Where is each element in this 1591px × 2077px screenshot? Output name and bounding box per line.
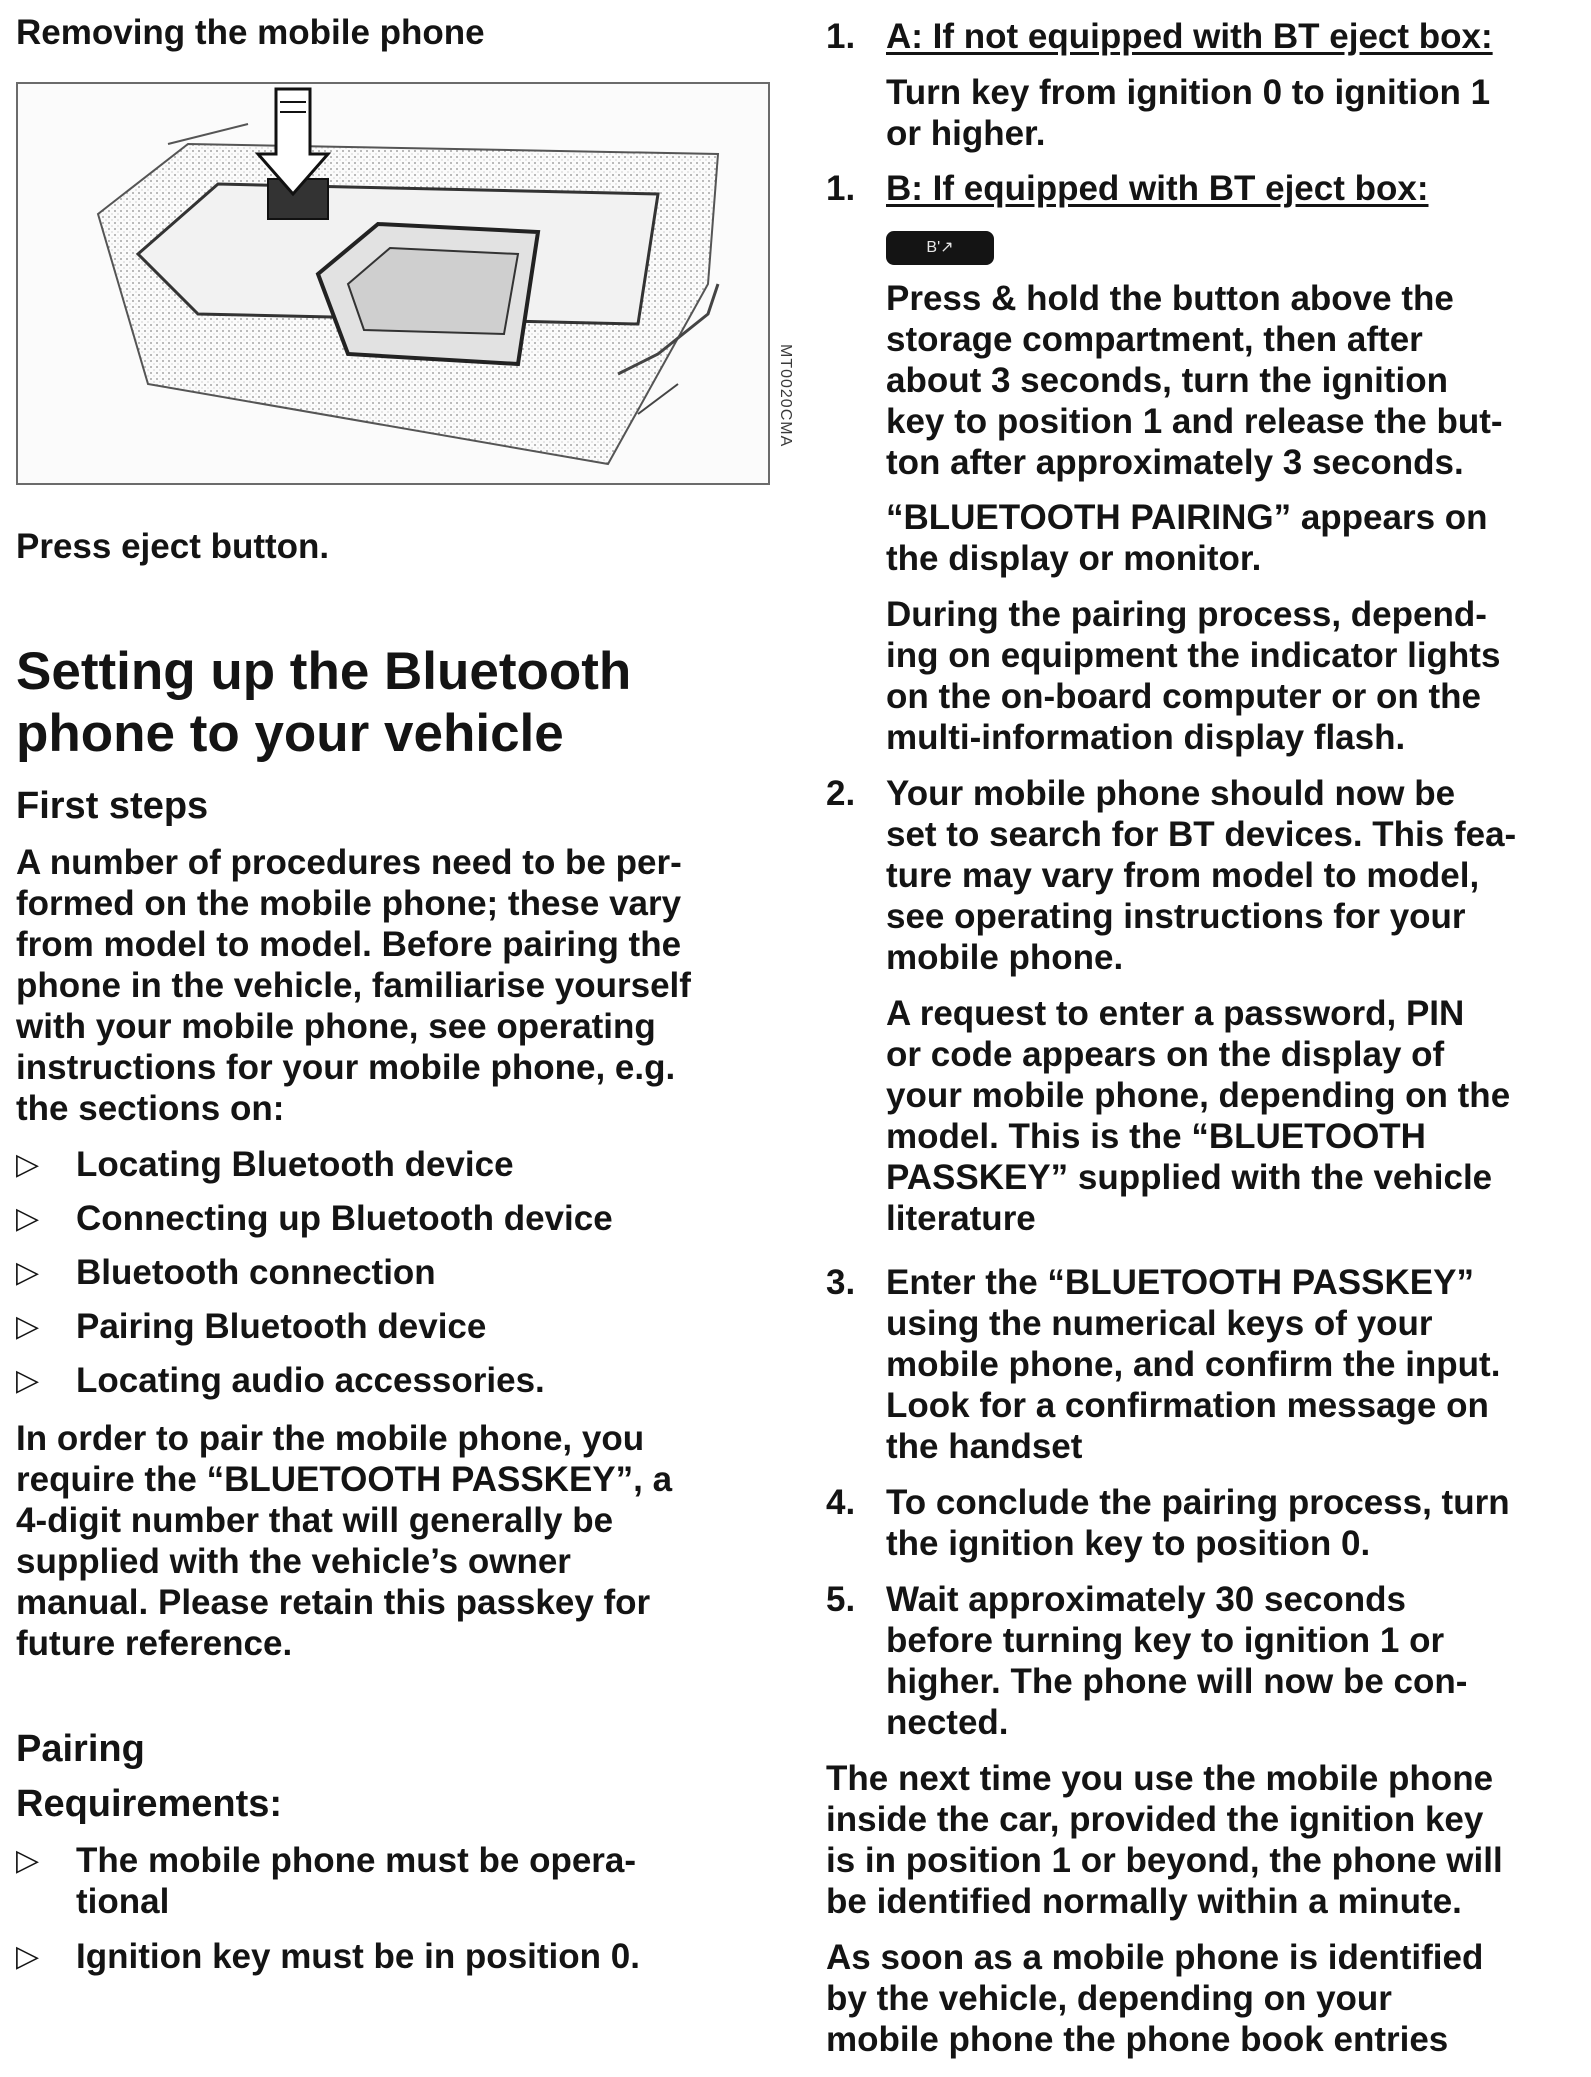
step1a-line: Turn key from ignition 0 to ignition 1 <box>886 73 1491 112</box>
eject-figure <box>16 82 770 485</box>
pairing-display-line: the display or monitor. <box>886 539 1262 578</box>
step-number: 1. <box>826 169 856 208</box>
step-number: 3. <box>826 1263 856 1302</box>
passkey-line: require the “BLUETOOTH PASSKEY”, a <box>16 1460 673 1499</box>
intro-line: the sections on: <box>16 1089 285 1128</box>
triangle-bullet-icon: ▷ <box>16 1364 40 1397</box>
step2-extra-line: literature <box>886 1199 1036 1238</box>
step2-line: see operating instructions for your <box>886 897 1466 936</box>
step5-line: before turning key to ignition 1 or <box>886 1621 1445 1660</box>
step2-extra-line: your mobile phone, depending on the <box>886 1076 1511 1115</box>
first-steps-title: First steps <box>16 785 209 827</box>
step4-line: the ignition key to position 0. <box>886 1524 1371 1563</box>
step5-line: Wait approximately 30 seconds <box>886 1580 1406 1619</box>
step3-line: using the numerical keys of your <box>886 1304 1433 1343</box>
triangle-bullet-icon: ▷ <box>16 1202 40 1235</box>
step1b-heading: B: If equipped with BT eject box: <box>886 169 1429 208</box>
passkey-line: manual. Please retain this passkey for <box>16 1583 651 1622</box>
next-time-line: be identified normally within a minute. <box>826 1882 1462 1921</box>
step2-line: mobile phone. <box>886 938 1124 977</box>
requirements-title: Requirements: <box>16 1783 283 1825</box>
step4-line: To conclude the pairing process, turn <box>886 1483 1510 1522</box>
passkey-line: supplied with the vehicle’s owner <box>16 1542 571 1581</box>
step3-line: mobile phone, and confirm the input. <box>886 1345 1501 1384</box>
as-soon-line: mobile phone the phone book entries <box>826 2020 1449 2059</box>
next-time-line: The next time you use the mobile phone <box>826 1759 1494 1798</box>
step-number: 5. <box>826 1580 856 1619</box>
step3-line: Enter the “BLUETOOTH PASSKEY” <box>886 1263 1474 1302</box>
passkey-line: future reference. <box>16 1624 293 1663</box>
triangle-bullet-icon: ▷ <box>16 1148 40 1181</box>
intro-line: A number of procedures need to be per- <box>16 843 682 882</box>
step-number: 1. <box>826 17 856 56</box>
step1b-line: key to position 1 and release the but- <box>886 402 1503 441</box>
eject-caption: Press eject button. <box>16 527 330 566</box>
as-soon-line: by the vehicle, depending on your <box>826 1979 1392 2018</box>
step2-line: set to search for BT devices. This fea- <box>886 815 1517 854</box>
pairing-process-line: on the on-board computer or on the <box>886 677 1481 716</box>
step2-extra-line: or code appears on the display of <box>886 1035 1445 1074</box>
step2-line: ture may vary from model to model, <box>886 856 1480 895</box>
as-soon-line: As soon as a mobile phone is identified <box>826 1938 1484 1977</box>
next-time-line: is in position 1 or beyond, the phone will <box>826 1841 1503 1880</box>
step1b-line: ton after approximately 3 seconds. <box>886 443 1464 482</box>
step2-extra-line: A request to enter a password, PIN <box>886 994 1465 1033</box>
triangle-bullet-icon: ▷ <box>16 1256 40 1289</box>
bt-eject-button-icon: B'↗ <box>886 231 994 265</box>
pairing-process-line: multi-information display flash. <box>886 718 1406 757</box>
next-time-line: inside the car, provided the ignition key <box>826 1800 1484 1839</box>
step-number: 2. <box>826 774 856 813</box>
pairing-process-line: During the pairing process, depend- <box>886 595 1487 634</box>
intro-line: formed on the mobile phone; these vary <box>16 884 682 923</box>
step1b-line: Press & hold the button above the <box>886 279 1454 318</box>
passkey-line: In order to pair the mobile phone, you <box>16 1419 645 1458</box>
step1b-line: storage compartment, then after <box>886 320 1423 359</box>
step1a-heading: A: If not equipped with BT eject box: <box>886 17 1493 56</box>
step3-line: Look for a confirmation message on <box>886 1386 1489 1425</box>
step3-line: the handset <box>886 1427 1083 1466</box>
center-console-illustration <box>18 84 770 485</box>
step2-line: Your mobile phone should now be <box>886 774 1456 813</box>
step1b-line: about 3 seconds, turn the ignition <box>886 361 1448 400</box>
intro-line: with your mobile phone, see operating <box>16 1007 656 1046</box>
step5-line: nected. <box>886 1703 1009 1742</box>
main-heading-line2: phone to your vehicle <box>16 704 564 763</box>
step2-extra-line: PASSKEY” supplied with the vehicle <box>886 1158 1493 1197</box>
triangle-bullet-icon: ▷ <box>16 1940 40 1973</box>
pairing-display-line: “BLUETOOTH PAIRING” appears on <box>886 498 1488 537</box>
section-title-removing: Removing the mobile phone <box>16 13 485 52</box>
passkey-line: 4-digit number that will generally be <box>16 1501 614 1540</box>
intro-line: from model to model. Before pairing the <box>16 925 682 964</box>
step1a-line: or higher. <box>886 114 1046 153</box>
pairing-title: Pairing <box>16 1728 145 1770</box>
intro-line: phone in the vehicle, familiarise yourself <box>16 966 691 1005</box>
intro-line: instructions for your mobile phone, e.g. <box>16 1048 676 1087</box>
figure-code: MT0020CMA <box>777 344 794 448</box>
step5-line: higher. The phone will now be con- <box>886 1662 1468 1701</box>
triangle-bullet-icon: ▷ <box>16 1844 40 1877</box>
triangle-bullet-icon: ▷ <box>16 1310 40 1343</box>
step2-extra-line: model. This is the “BLUETOOTH <box>886 1117 1426 1156</box>
main-heading-line1: Setting up the Bluetooth <box>16 642 632 701</box>
pairing-process-line: ing on equipment the indicator lights <box>886 636 1501 675</box>
step-number: 4. <box>826 1483 856 1522</box>
